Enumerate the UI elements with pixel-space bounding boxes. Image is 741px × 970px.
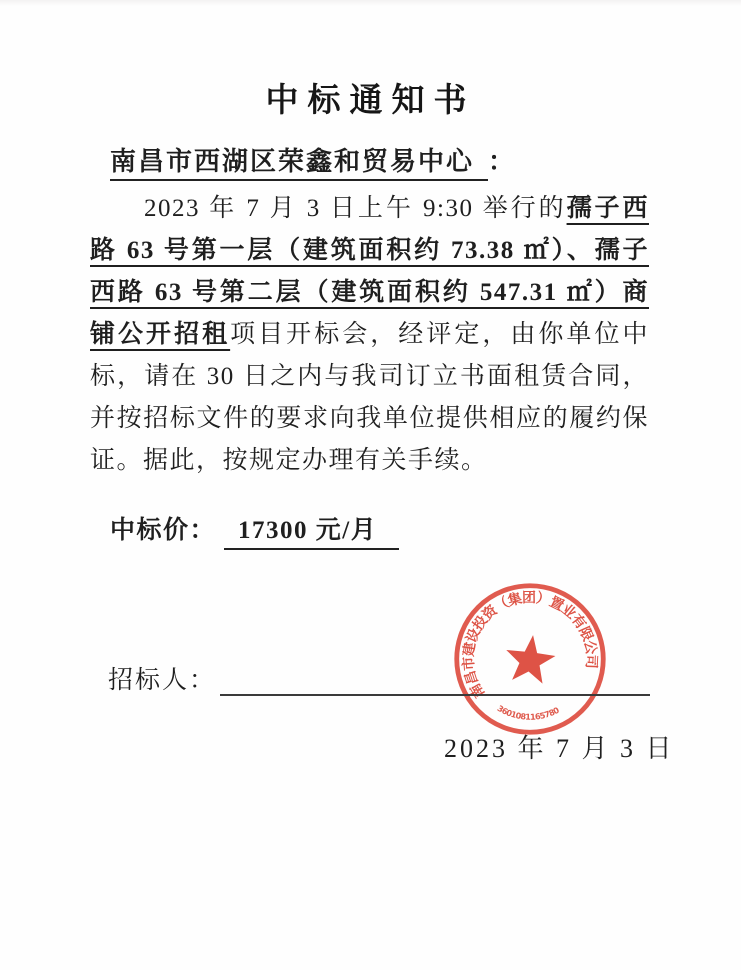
seal-company-arc-text: 南昌市建设投资（集团）置业有限公司 [461,591,599,700]
bid-price-label: 中标价： [110,517,217,544]
addressee-name: 南昌市西湖区荣鑫和贸易中心 [110,147,488,181]
company-seal-graphic [450,579,610,739]
addressee-line [110,141,741,178]
page-title: 中标通知书 [265,83,476,119]
bidder-line [108,660,741,696]
body-paragraph [90,188,649,482]
addressee-colon: ： [488,147,517,176]
bid-price-value: 17300 元/月 [224,517,399,550]
bid-price-line [110,510,741,546]
date-line: 2023 年 7 月 3 日 [444,734,675,763]
bidder-signature-blank-line [220,664,650,696]
property-description-underlined: 孺子西路 63 号第一层（建筑面积约 73.38 ㎡）、孺子西路 63 号第二层（建筑面积约 547.31 ㎡）商铺公开招租 [90,195,649,348]
company-seal [450,579,610,739]
seal-number-arc-text: 3601081165780 [495,702,562,722]
body-intro-text: 2023 年 7 月 3 日上午 9:30 举行的 [144,195,567,222]
body-rest-text: 项目开标会，经评定，由你单位中标，请在 30 日之内与我司订立书面租赁合同，并按招标文件的要求向我单位提供相应的履约保证。据此，按规定办理有关手续。 [90,321,649,474]
bidder-label: 招标人： [108,667,217,694]
